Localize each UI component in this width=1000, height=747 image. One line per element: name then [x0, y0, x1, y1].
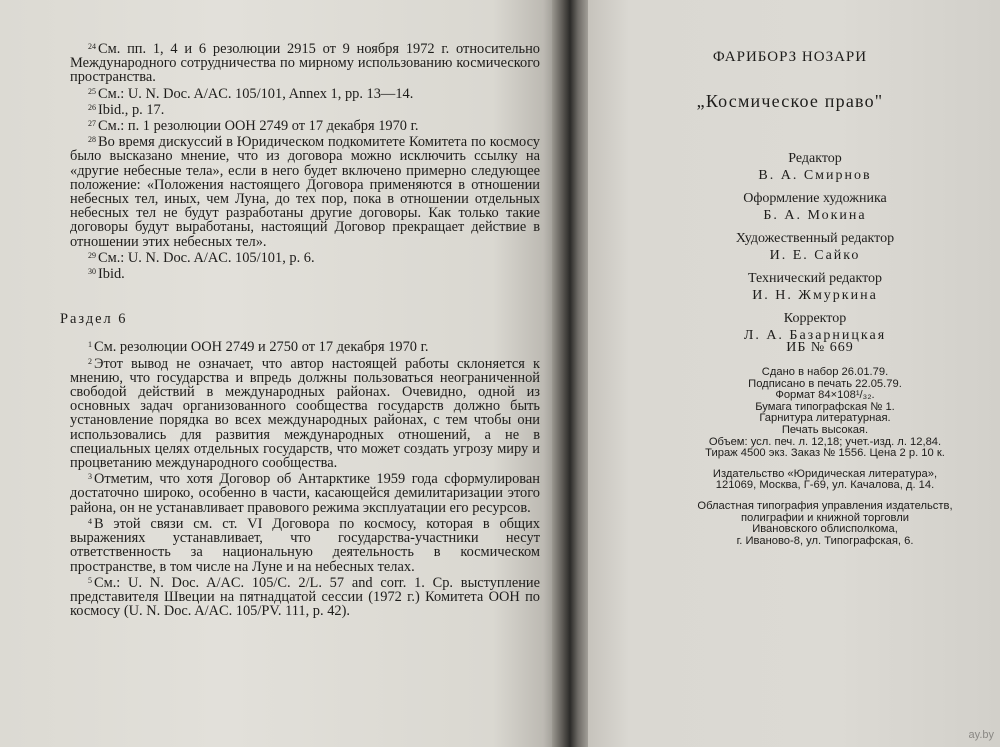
footnote-text: См. резолюции ООН 2749 и 2750 от 17 декабря 1970 г.: [94, 339, 429, 356]
credits-list: [690, 150, 940, 350]
imprint-line: Тираж 4500 экз. Заказ № 1556. Цена 2 р. 10 к.: [705, 447, 945, 460]
footnote-number: 28: [88, 135, 96, 145]
footnote-number: 2: [88, 356, 92, 366]
credit-entry: [690, 150, 940, 184]
credit-name: В. А. Смирнов: [758, 168, 872, 183]
footnote: [70, 117, 540, 133]
footnote-number: 3: [88, 472, 92, 482]
author-name: ФАРИБОРЗ НОЗАРИ: [712, 49, 868, 65]
imprint-block: [670, 367, 980, 547]
credit-name: И. Е. Сайко: [769, 248, 861, 263]
credit-name: И. Н. Жмуркина: [752, 288, 878, 303]
left-page-text: [60, 40, 540, 620]
imprint-line: Ивановского облисполкома,: [752, 523, 898, 536]
credit-name: Б. А. Мокина: [763, 208, 867, 223]
footnotes-top: [70, 40, 540, 281]
imprint-line: Сдано в набор 26.01.79.: [761, 366, 889, 378]
credit-role: Оформление художника: [743, 191, 887, 206]
footnote-text: См.: U. N. Doc. A/AC. 105/C. 2/L. 57 and corr. 1. Ср. выступление представителя Швеции на пятнадцатой сессии (1972 г.) Комитета ООН по космосу (U. N. Doc. A/AC. 105/PV. 111, p. 42).: [70, 574, 540, 620]
credit-entry: [690, 310, 940, 344]
ib-number: ИБ № 669: [786, 340, 854, 355]
credit-entry: [690, 230, 940, 264]
imprint-line: г. Иваново-8, ул. Типографская, 6.: [736, 534, 914, 547]
footnote-number: 24: [88, 42, 96, 51]
footnote-text: Отметим, что хотя Договор об Антарктике 1959 года сформулирован достаточно широко, особенно в части, касающейся демилитаризации этого района, он не устанавливает правового режима эксплуатации его ресурсов.: [70, 471, 540, 516]
footnote-number: 27: [88, 119, 96, 129]
credit-role: Корректор: [783, 311, 847, 326]
credit-role: Технический редактор: [747, 271, 883, 286]
imprint-line: 121069, Москва, Г-69, ул. Качалова, д. 14.: [715, 479, 935, 492]
footnote-text: Во время дискуссий в Юридическом подкомитете Комитета по космосу было высказано мнение, что из договора можно исключить ссылку на «другие небесные тела», если в него будет включено примерно следующее положение: «Положения настоящего Договора применяются в отношении небесных тел, иных, чем Луна, до тех пор, пока в отношении отдельных небесных тел не будут разработаны другие договоры. Как только такие договоры будут выработаны, настоящий Договор прекращает действие в отношении этих небесных тел».: [70, 134, 540, 250]
footnote: [70, 338, 540, 354]
imprint-line: Гарнитура литературная.: [759, 412, 891, 425]
imprint-printer: [670, 501, 980, 547]
footnote: [70, 249, 540, 265]
footnote-number: 5: [88, 575, 92, 585]
footnote-text: См.: п. 1 резолюции ООН 2749 от 17 декабря 1970 г.: [98, 118, 419, 135]
footnote-number: 25: [88, 86, 96, 96]
imprint-line: Объем: усл. печ. л. 12,18; учет.-изд. л. 12,84.: [708, 435, 942, 448]
credit-entry: [690, 270, 940, 304]
footnote: [70, 85, 540, 101]
footnote: [70, 101, 540, 117]
credit-role: Редактор: [788, 151, 842, 166]
footnote-text: См.: U. N. Doc. A/AC. 105/101, Annex 1, pp. 13—14.: [98, 85, 414, 102]
imprint-line: Подписано в печать 22.05.79.: [748, 377, 902, 390]
footnote-text: В этой связи см. ст. VI Договора по космосу, которая в общих выражениях устанавливает, что государства-участники несут ответственность за национальную деятельность в космическом пространстве, в том числе на Луне и на небесных телах.: [70, 515, 540, 575]
imprint-print-details: [670, 367, 980, 460]
imprint-line: Бумага типографская № 1.: [755, 400, 895, 413]
footnote-text: См. пп. 1, 4 и 6 резолюции 2915 от 9 ноября 1972 г. относительно Международного сотрудничества по мирному использованию космического пространства.: [70, 41, 540, 86]
footnote-number: 30: [88, 267, 96, 277]
book-gutter: [552, 0, 592, 747]
imprint-line: Издательство «Юридическая литература»,: [712, 467, 938, 480]
credit-entry: [690, 190, 940, 224]
footnote-number: 29: [88, 250, 96, 260]
imprint-line: полиграфии и книжной торговли: [740, 511, 910, 524]
footnote-text: См.: U. N. Doc. A/AC. 105/101, p. 6.: [98, 249, 315, 266]
section-title: Раздел 6: [60, 311, 128, 328]
footnote-text: Ibid.: [98, 266, 125, 283]
credit-name: Л. А. Базарницкая: [743, 328, 887, 343]
footnote-text: Ibid., p. 17.: [98, 101, 165, 118]
imprint-line: Областная типография управления издательств,: [697, 499, 953, 512]
footnote: [70, 515, 540, 574]
footnote: [70, 133, 540, 249]
imprint-line: Формат 84×108¹/₃₂.: [775, 389, 875, 402]
footnotes-bottom: [70, 338, 540, 618]
footnote: [70, 265, 540, 281]
book-title: „Космическое право": [696, 91, 884, 111]
watermark: ay.by: [968, 729, 994, 741]
footnote-text: Этот вывод не означает, что автор настоящей работы склоняется к мнению, что государства и впредь должны пользоваться неограниченной свободой действий в международных районах. Очевидно, одной из основных задач организованного сообщества государств должно быть установление порядка во всех международных районах, с тем чтобы они использовались для развития международных отношений, а не в специальных целях отдельных государств, что может создать угрозу миру и процветанию международного сообщества.: [70, 355, 540, 472]
imprint-publisher: [670, 469, 980, 492]
imprint-line: Печать высокая.: [781, 423, 869, 436]
credit-role: Художественный редактор: [735, 231, 895, 246]
footnote-number: 1: [88, 340, 92, 350]
footnote-number: 26: [88, 102, 96, 112]
footnote: [70, 40, 540, 85]
footnote: [70, 355, 540, 471]
footnote-number: 4: [88, 516, 92, 526]
footnote: [70, 470, 540, 515]
footnote: [70, 574, 540, 619]
